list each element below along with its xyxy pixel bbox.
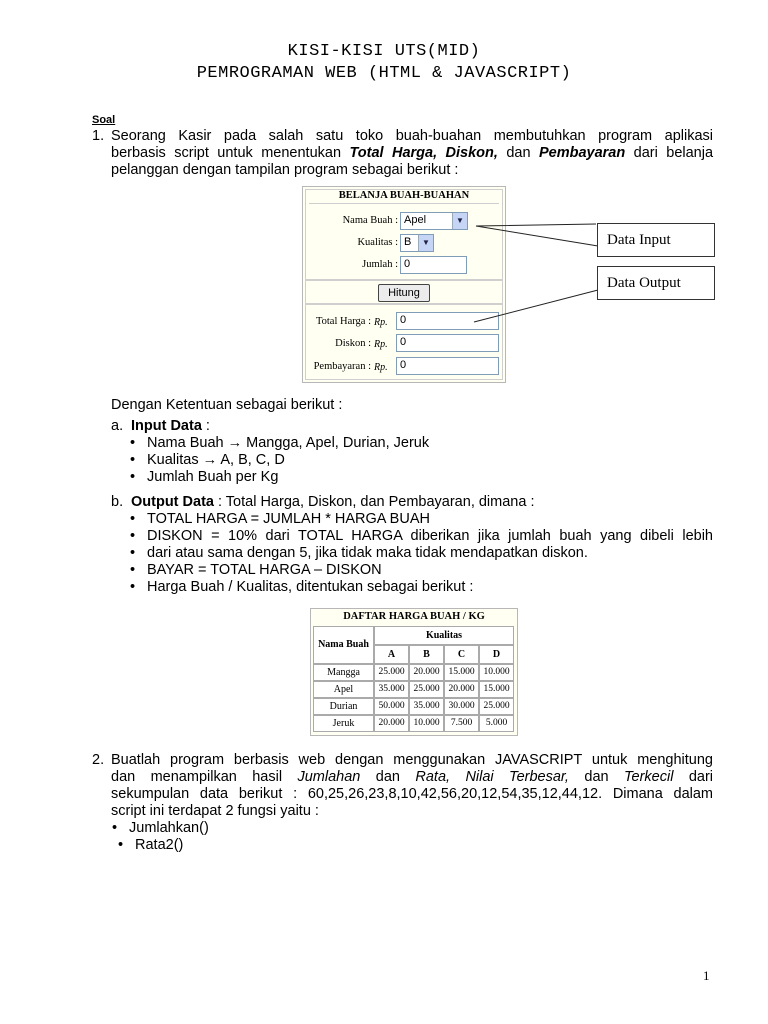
q2-line2-i1: Jumlahan bbox=[297, 769, 361, 785]
kualitas-label: Kualitas : bbox=[357, 237, 398, 248]
q2-line2 bbox=[111, 769, 713, 786]
list-item: • TOTAL HARGA = JUMLAH * HARGA BUAH bbox=[130, 511, 713, 528]
chevron-down-icon[interactable]: ▼ bbox=[418, 235, 433, 251]
output-data-suffix: : Total Harga, Diskon, dan Pembayaran, dimana : bbox=[213, 494, 535, 510]
q1-line2-pre: berbasis script untuk menentukan bbox=[111, 145, 350, 161]
grade-header: B bbox=[409, 645, 444, 664]
q2-line2-i3: Terkecil bbox=[623, 769, 674, 785]
soal-label: Soal bbox=[92, 114, 116, 126]
col-nama-buah-header: Nama Buah bbox=[313, 626, 374, 664]
q2-line3: sekumpulan data berikut : 60,25,26,23,8,10,42,56,20,12,54,35,12,44,12. Dimana dalam bbox=[111, 786, 713, 802]
fruit-name-cell: Durian bbox=[313, 698, 374, 715]
q1-line2-post: dari belanja bbox=[625, 145, 714, 161]
data-input-callout bbox=[597, 223, 715, 257]
hitung-button[interactable]: Hitung bbox=[378, 284, 430, 302]
output-data-marker: b. bbox=[111, 494, 124, 510]
output-data-list bbox=[130, 511, 713, 596]
q1-number: 1. bbox=[92, 128, 105, 144]
grade-header: C bbox=[444, 645, 479, 664]
list-item: • DISKON = 10% dari TOTAL HARGA diberikan jika jumlah buah yang dibeli lebih bbox=[130, 528, 713, 545]
q2-line2-b: dan bbox=[360, 769, 416, 785]
chevron-down-icon[interactable]: ▼ bbox=[452, 213, 467, 229]
input-data-title: Input Data bbox=[131, 418, 202, 434]
input-data-suffix: : bbox=[201, 418, 210, 434]
fruit-name-cell: Apel bbox=[313, 681, 374, 698]
total-harga-label: Total Harga : bbox=[315, 316, 371, 327]
pembayaran-label: Pembayaran : bbox=[313, 361, 371, 372]
data-output-callout-text: Data Output bbox=[607, 275, 681, 291]
q2-number: 2. bbox=[92, 752, 105, 768]
list-item-continuation-text: dari atau sama dengan 5, jika tidak maka tidak mendapatkan diskon. bbox=[147, 545, 588, 561]
price-cell: 10.000 bbox=[409, 715, 444, 732]
output-leader-line bbox=[474, 290, 598, 322]
list-item: • Nama Buah → Mangga, Apel, Durian, Jeruk bbox=[130, 435, 710, 452]
price-cell: 20.000 bbox=[444, 681, 479, 698]
ketentuan-text: Dengan Ketentuan sebagai berikut : bbox=[111, 397, 343, 413]
form-title: BELANJA BUAH-BUAHAN bbox=[338, 190, 470, 201]
grade-header: D bbox=[479, 645, 514, 664]
q1-line2-mid: dan bbox=[497, 145, 539, 161]
data-output-callout bbox=[597, 266, 715, 300]
price-table bbox=[310, 608, 518, 736]
price-cell: 10.000 bbox=[479, 664, 514, 681]
price-cell: 20.000 bbox=[374, 715, 409, 732]
price-cell: 30.000 bbox=[444, 698, 479, 715]
price-cell: 25.000 bbox=[479, 698, 514, 715]
list-item: • Jumlah Buah per Kg bbox=[130, 469, 710, 486]
nama-buah-label: Nama Buah : bbox=[342, 215, 398, 226]
price-cell: 15.000 bbox=[444, 664, 479, 681]
q2-line2-c: dan bbox=[568, 769, 624, 785]
q2-line2-a: dan menampilkan hasil bbox=[111, 769, 298, 785]
jumlah-value: 0 bbox=[404, 258, 411, 270]
doc-title-line2: PEMROGRAMAN WEB (HTML & JAVASCRIPT) bbox=[196, 64, 572, 83]
list-item: • BAYAR = TOTAL HARGA – DISKON bbox=[130, 562, 713, 579]
col-kualitas-header: Kualitas bbox=[374, 626, 514, 645]
output-data-title: Output Data bbox=[131, 494, 214, 510]
input-data-heading bbox=[131, 418, 210, 435]
diskon-currency: Rp. bbox=[374, 339, 388, 350]
list-item: • Rata2() bbox=[118, 837, 412, 854]
list-item: • Kualitas → A, B, C, D bbox=[130, 452, 710, 469]
q2-line2-i2: Rata, Nilai Terbesar, bbox=[415, 769, 569, 785]
q1-line1: Seorang Kasir pada salah satu toko buah-buahan membutuhkan program aplikasi bbox=[111, 128, 713, 144]
price-cell: 50.000 bbox=[374, 698, 409, 715]
output-data-heading bbox=[131, 494, 534, 511]
q2-line1: Buatlah program berbasis web dengan menggunakan JAVASCRIPT untuk menghitung bbox=[111, 752, 713, 768]
doc-title-line1: KISI-KISI UTS(MID) bbox=[287, 42, 481, 61]
q2-function-list bbox=[112, 820, 412, 854]
grade-header: A bbox=[374, 645, 409, 664]
price-cell: 7.500 bbox=[444, 715, 479, 732]
price-cell: 20.000 bbox=[409, 664, 444, 681]
input-data-marker: a. bbox=[111, 418, 124, 434]
page-number: 1 bbox=[703, 968, 710, 983]
diskon-label: Diskon : bbox=[335, 338, 371, 349]
pembayaran-value: 0 bbox=[400, 359, 407, 371]
price-cell: 5.000 bbox=[479, 715, 514, 732]
total-harga-value: 0 bbox=[400, 314, 407, 326]
input-data-list bbox=[130, 435, 710, 486]
price-cell: 25.000 bbox=[409, 681, 444, 698]
price-cell: 35.000 bbox=[409, 698, 444, 715]
q1-line3: pelanggan dengan tampilan program sebagai berikut : bbox=[111, 162, 459, 178]
fruit-name-cell: Mangga bbox=[313, 664, 374, 681]
price-cell: 15.000 bbox=[479, 681, 514, 698]
price-cell: 25.000 bbox=[374, 664, 409, 681]
list-item-continuation bbox=[130, 545, 713, 562]
data-input-callout-text: Data Input bbox=[607, 232, 671, 248]
pembayaran-currency: Rp. bbox=[374, 362, 388, 373]
diskon-value: 0 bbox=[400, 336, 407, 348]
q1-line2-bold2: Pembayaran bbox=[538, 145, 626, 161]
price-table-title: DAFTAR HARGA BUAH / KG bbox=[343, 611, 485, 622]
list-item: • Harga Buah / Kualitas, ditentukan sebagai berikut : bbox=[130, 579, 713, 596]
q1-line2-bold: Total Harga, Diskon, bbox=[349, 145, 498, 161]
q2-line2-d: dari bbox=[673, 769, 714, 785]
jumlah-label: Jumlah : bbox=[362, 259, 398, 270]
kualitas-value: B bbox=[404, 236, 412, 248]
total-currency: Rp. bbox=[374, 317, 388, 328]
input-leader-line bbox=[476, 224, 598, 246]
nama-buah-value: Apel bbox=[404, 214, 427, 226]
fruit-name-cell: Jeruk bbox=[313, 715, 374, 732]
price-cell: 35.000 bbox=[374, 681, 409, 698]
q2-line4: script ini terdapat 2 fungsi yaitu : bbox=[111, 803, 319, 819]
list-item: • Jumlahkan() bbox=[112, 820, 412, 837]
